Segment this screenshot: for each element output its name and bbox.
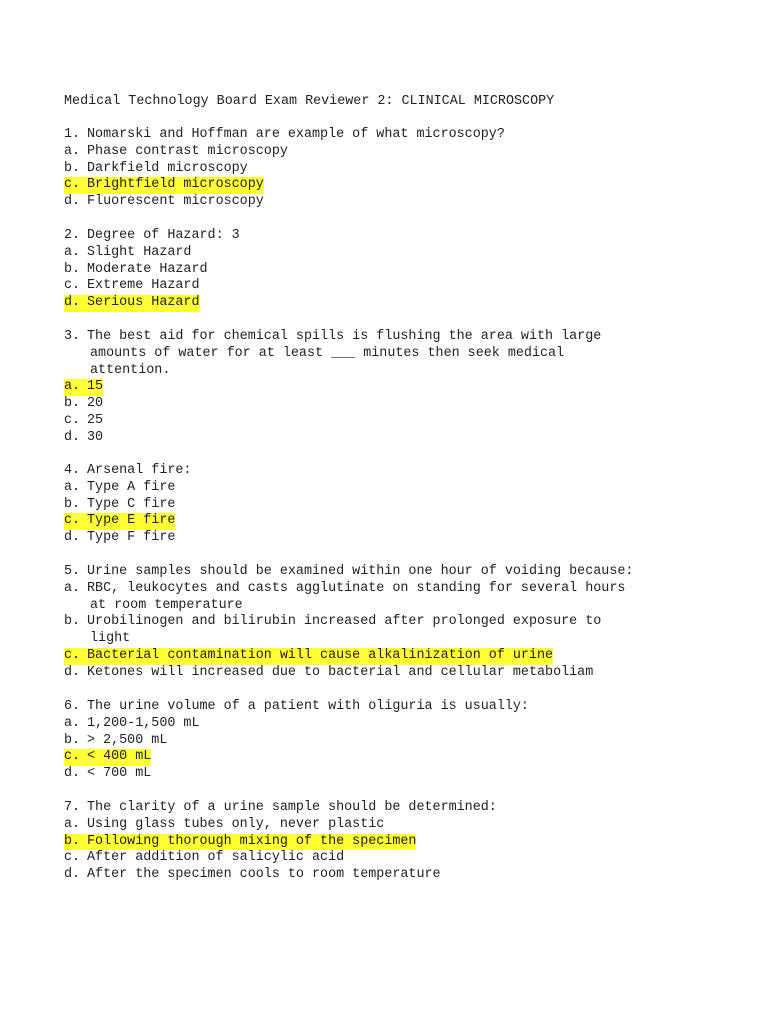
question-block <box>64 127 704 211</box>
option-letter: b. <box>64 396 81 412</box>
option-letter: c. <box>64 278 81 294</box>
option-text: Extreme Hazard <box>87 278 200 294</box>
option-text: RBC, leukocytes and casts agglutinate on standing for several hours <box>87 580 626 596</box>
answer-option <box>64 245 704 262</box>
option-letter: b. <box>64 261 81 277</box>
option-letter: c. <box>64 648 87 665</box>
option-letter: d. <box>64 194 81 210</box>
question-text: The best aid for chemical spills is flushing the area with large <box>87 329 602 344</box>
option-text: Urobilinogen and bilirubin increased after prolonged exposure to <box>87 614 602 630</box>
option-letter: a. <box>64 580 81 596</box>
document-title: Medical Technology Board Exam Reviewer 2: CLINICAL MICROSCOPY <box>64 94 555 109</box>
answer-option <box>64 396 704 413</box>
option-letter: b. <box>64 834 87 851</box>
option-text: Moderate Hazard <box>87 261 208 277</box>
option-text: After the specimen cools to room temperature <box>87 867 441 883</box>
question-stem <box>64 564 704 581</box>
option-letter: d. <box>64 766 81 782</box>
question-block <box>64 800 704 884</box>
question-text: Degree of Hazard: 3 <box>87 228 240 243</box>
answer-option <box>64 497 704 514</box>
answer-option <box>64 867 704 884</box>
option-letter: b. <box>64 732 81 748</box>
question-block <box>64 228 704 312</box>
question-block <box>64 329 704 447</box>
option-text: < 400 mL <box>87 749 152 765</box>
option-text-continued: light <box>90 631 131 647</box>
option-text: Using glass tubes only, never plastic <box>87 816 385 832</box>
question-number: 6. <box>64 699 81 714</box>
option-text: Darkfield microscopy <box>87 160 248 176</box>
answer-option <box>64 850 704 867</box>
option-text: Bacterial contamination will cause alkalinization of urine <box>87 647 554 663</box>
option-text: 20 <box>87 396 104 412</box>
answer-option <box>64 817 704 834</box>
option-letter: c. <box>64 749 87 766</box>
option-letter: b. <box>64 496 81 512</box>
answer-option <box>64 733 704 750</box>
question-text-continued: amounts of water for at least ___ minutes then seek medical <box>90 345 565 361</box>
option-text: 1,200-1,500 mL <box>87 715 200 731</box>
answer-option <box>64 530 704 547</box>
option-letter: a. <box>64 143 81 159</box>
option-letter: a. <box>64 479 81 495</box>
answer-option <box>64 614 704 631</box>
option-text-continued: at room temperature <box>90 597 243 613</box>
option-letter: d. <box>64 530 81 546</box>
option-text: Brightfield microscopy <box>87 177 264 193</box>
answer-option-correct <box>64 513 704 530</box>
question-stem <box>64 228 704 245</box>
option-text: Serious Hazard <box>87 295 200 311</box>
option-text: Type F fire <box>87 530 176 546</box>
question-block <box>64 463 704 547</box>
option-letter: d. <box>64 429 81 445</box>
option-text: 30 <box>87 429 104 445</box>
question-text-continued: attention. <box>90 362 171 378</box>
question-stem <box>64 127 704 144</box>
question-block <box>64 699 704 783</box>
option-letter: a. <box>64 715 81 731</box>
answer-option-correct <box>64 177 704 194</box>
question-text: Arsenal fire: <box>87 463 192 478</box>
answer-option <box>64 413 704 430</box>
question-number: 1. <box>64 127 81 142</box>
option-text: 25 <box>87 412 104 428</box>
option-letter: d. <box>64 664 81 680</box>
question-text: Urine samples should be examined within one hour of voiding because: <box>87 564 634 579</box>
option-text: Following thorough mixing of the specimen <box>87 833 417 849</box>
answer-option <box>64 480 704 497</box>
answer-option-correct <box>64 295 704 312</box>
option-text: 15 <box>87 379 104 395</box>
answer-option-correct <box>64 379 704 396</box>
option-letter: a. <box>64 379 87 396</box>
question-block <box>64 564 704 682</box>
option-letter: a. <box>64 244 81 260</box>
option-text: < 700 mL <box>87 766 152 782</box>
question-text: Nomarski and Hoffman are example of what microscopy? <box>87 127 505 142</box>
option-text: Phase contrast microscopy <box>87 143 288 159</box>
option-letter: c. <box>64 513 87 530</box>
option-text: After addition of salicylic acid <box>87 850 345 866</box>
option-text: Ketones will increased due to bacterial and cellular metaboliam <box>87 664 594 680</box>
question-number: 7. <box>64 800 81 815</box>
answer-option <box>64 144 704 161</box>
answer-option <box>64 278 704 295</box>
question-number: 5. <box>64 564 81 579</box>
answer-option <box>64 194 704 211</box>
answer-option <box>64 581 704 598</box>
answer-option <box>64 716 704 733</box>
answer-option <box>64 430 704 447</box>
option-text: Type A fire <box>87 479 176 495</box>
option-text: Slight Hazard <box>87 244 192 260</box>
option-letter: a. <box>64 816 81 832</box>
question-text: The clarity of a urine sample should be determined: <box>87 800 497 815</box>
question-number: 4. <box>64 463 81 478</box>
option-letter: c. <box>64 177 87 194</box>
question-stem <box>64 699 704 716</box>
answer-option-correct <box>64 749 704 766</box>
question-stem <box>64 463 704 480</box>
answer-option-correct <box>64 834 704 851</box>
option-text: Type E fire <box>87 513 176 529</box>
option-text: Fluorescent microscopy <box>87 194 264 210</box>
option-letter: b. <box>64 160 81 176</box>
answer-option <box>64 262 704 279</box>
question-number: 2. <box>64 228 81 243</box>
option-text: Type C fire <box>87 496 176 512</box>
option-letter: b. <box>64 614 81 630</box>
answer-option <box>64 766 704 783</box>
question-number: 3. <box>64 329 81 344</box>
answer-option <box>64 665 704 682</box>
answer-option-correct <box>64 648 704 665</box>
question-stem <box>64 329 704 346</box>
answer-option <box>64 161 704 178</box>
option-letter: d. <box>64 867 81 883</box>
question-text: The urine volume of a patient with oliguria is usually: <box>87 699 529 714</box>
option-letter: d. <box>64 295 87 312</box>
option-text: > 2,500 mL <box>87 732 168 748</box>
option-letter: c. <box>64 412 81 428</box>
option-letter: c. <box>64 850 81 866</box>
question-stem <box>64 800 704 817</box>
